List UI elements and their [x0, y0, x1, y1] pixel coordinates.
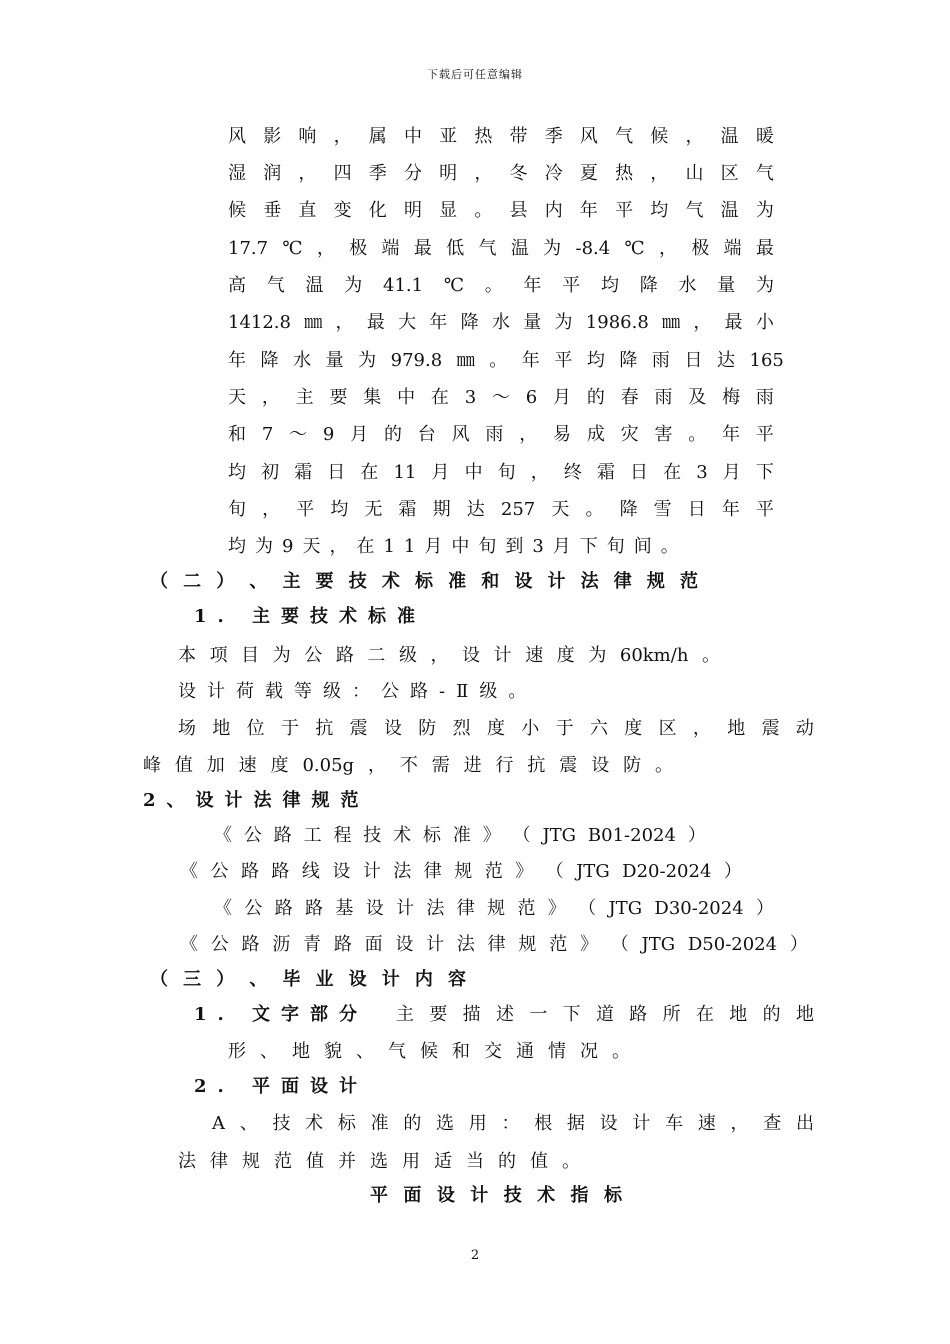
climate-line: 湿 润 ， 四 季 分 明 ， 冬 冷 夏 热 ， 山 区 气	[228, 163, 774, 184]
section-3-item1-label: 1. 文字部分	[194, 1004, 369, 1025]
section-2-para-3b: 峰 值 加 速 度 0.05g ， 不 需 进 行 抗 震 设 防 。	[143, 755, 673, 776]
section-3-a-line2: 法律规范值并选用适当的值。	[178, 1151, 594, 1172]
section-3-item2-label: 2. 平面设计	[194, 1076, 369, 1097]
climate-line: 风 影 响 ， 属 中 亚 热 带 季 风 气 候 ， 温 暖	[228, 126, 774, 147]
section-2-sub1: 1. 主要技术标准	[194, 606, 427, 627]
climate-line: 旬 ， 平 均 无 霜 期 达 257 天 。 降 雪 日 年 平	[228, 499, 774, 520]
climate-line: 天 ， 主 要 集 中 在 3 ～ 6 月 的 春 雨 及 梅 雨	[228, 387, 774, 408]
section-3-title: （ 三 ） 、 毕 业 设 计 内 容	[150, 969, 466, 990]
page-header: 下载后可任意编辑	[427, 68, 523, 81]
climate-line: 和 7 ～ 9 月 的 台 风 雨 ， 易 成 灾 害 。 年 平	[228, 424, 774, 445]
section-2-para-3a: 场 地 位 于 抗 震 设 防 烈 度 小 于 六 度 区 ， 地 震 动	[178, 718, 814, 739]
section-2-sub2: 2、设计法律规范	[143, 790, 370, 811]
climate-line: 均 初 霜 日 在 11 月 中 旬 ， 终 霜 日 在 3 月 下	[228, 462, 774, 483]
climate-line: 17.7 ℃ ， 极 端 最 低 气 温 为 -8.4 ℃ ， 极 端 最	[228, 238, 774, 259]
section-3-a-line1: A 、 技 术 标 准 的 选 用 ： 根 据 设 计 车 速 ， 查 出	[212, 1113, 814, 1134]
climate-line: 候 垂 直 变 化 明 显 。 县 内 年 平 均 气 温 为	[228, 200, 774, 221]
section-2-title: （ 二 ） 、 主 要 技 术 标 准 和 设 计 法 律 规 范	[150, 571, 698, 592]
reference-item: 《 公 路 路 基 设 计 法 律 规 范 》 （ JTG D30-2024 ）	[214, 898, 774, 919]
reference-item: 《 公 路 工 程 技 术 标 准 》 （ JTG B01-2024 ）	[214, 825, 706, 846]
table-title: 平 面 设 计 技 术 指 标	[370, 1185, 622, 1206]
climate-line: 均为9天，在11月中旬到3月下旬间。	[228, 536, 688, 557]
climate-line: 高 气 温 为 41.1 ℃ 。 年 平 均 降 水 量 为	[228, 275, 774, 296]
section-3-item1-cont: 形、地貌、气候和交通情况。	[228, 1041, 644, 1062]
climate-line: 1412.8 ㎜ ， 最 大 年 降 水 量 为 1986.8 ㎜ ， 最 小	[228, 312, 774, 333]
reference-item: 《 公 路 沥 青 路 面 设 计 法 律 规 范 》 （ JTG D50-2024 ）	[180, 934, 808, 955]
section-2-para-1: 本 项 目 为 公 路 二 级 ， 设 计 速 度 为 60km/h 。	[178, 645, 720, 666]
page-number: 2	[470, 1248, 480, 1263]
section-2-para-2: 设计荷载等级：公路-Ⅱ级。	[178, 681, 538, 702]
reference-item: 《 公 路 路 线 设 计 法 律 规 范 》 （ JTG D20-2024 ）	[180, 861, 742, 882]
section-3-item1-text: 主 要 描 述 一 下 道 路 所 在 地 的 地	[396, 1004, 814, 1025]
climate-line: 年 降 水 量 为 979.8 ㎜ 。 年 平 均 降 雨 日 达 165	[228, 350, 784, 371]
